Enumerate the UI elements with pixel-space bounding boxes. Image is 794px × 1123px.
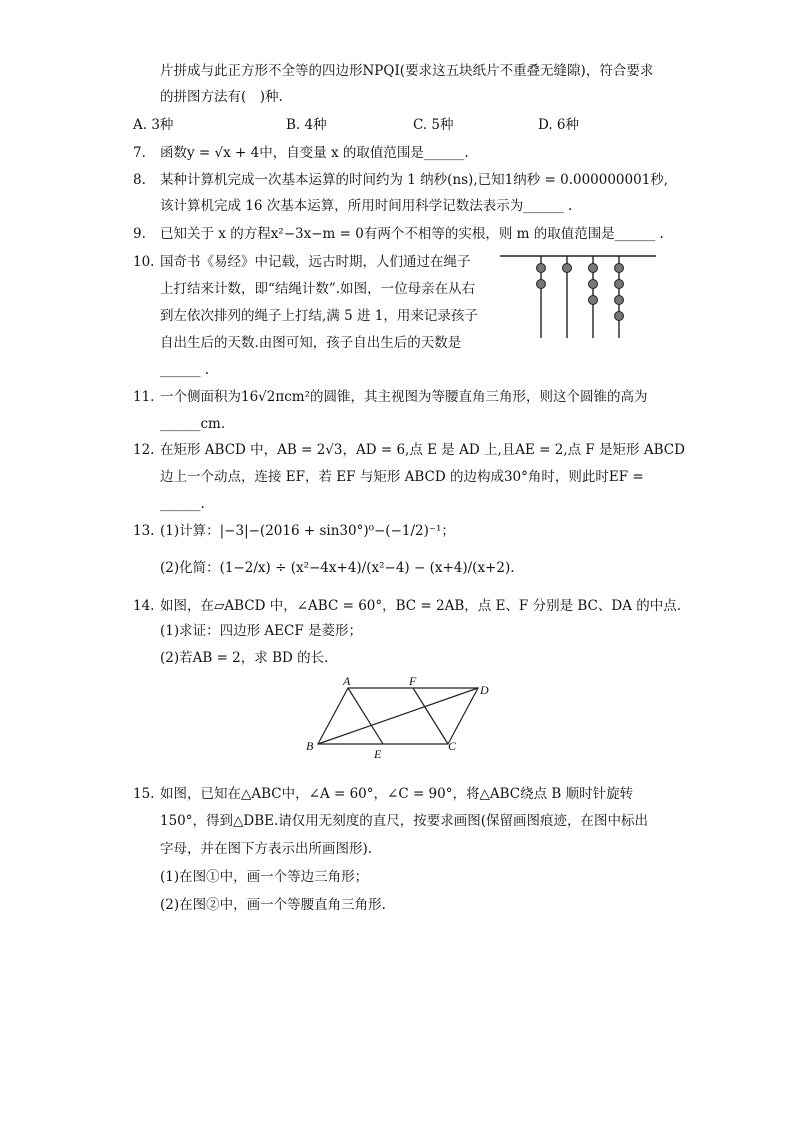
question-9-line: 已知关于 x 的方程x²−3x−m = 0有两个不相等的实根，则 m 的取值范围是______ . bbox=[160, 226, 664, 242]
prev-question-line-1: 片拼成与此正方形不全等的四边形NPQI(要求这五块纸片不重叠无缝隙)，符合要求 bbox=[160, 63, 654, 79]
question-13-line: (1)计算：|−3|−(2016 + sin30°)⁰−(−1/2)⁻¹； bbox=[160, 523, 455, 539]
knot bbox=[537, 264, 546, 273]
knot bbox=[589, 296, 598, 305]
label-a: A bbox=[343, 674, 351, 688]
diagonal-bd bbox=[318, 688, 478, 744]
knot bbox=[615, 296, 624, 305]
question-14-line: (2)若AB = 2，求 BD 的长. bbox=[160, 650, 329, 666]
segment-ae bbox=[348, 688, 383, 744]
question-14-line: (1)求证：四边形 AECF 是菱形； bbox=[160, 623, 363, 639]
question-8-line: 该计算机完成 16 次基本运算，所用时间用科学记数法表示为______ . bbox=[160, 198, 573, 214]
question-11-line: ______cm. bbox=[160, 416, 226, 432]
question-10-line: 上打结来计数，即“结绳计数”.如图，一位母亲在从右 bbox=[160, 281, 476, 297]
segment-fc bbox=[413, 688, 448, 744]
knot-rope-figure bbox=[496, 250, 660, 342]
knot bbox=[615, 264, 624, 273]
parallelogram-figure bbox=[298, 672, 498, 762]
label-d: D bbox=[480, 683, 489, 697]
question-number: 11. bbox=[133, 389, 155, 405]
question-number: 10. bbox=[133, 254, 155, 270]
question-number: 13. bbox=[133, 523, 155, 539]
question-number: 15. bbox=[133, 786, 155, 802]
question-15-line: 150°，得到△DBE.请仅用无刻度的直尺，按要求画图(保留画图痕迹，在图中标出 bbox=[160, 813, 649, 829]
question-12-line: 在矩形 ABCD 中，AB = 2√3，AD = 6,点 E 是 AD 上,且AE = 2,点 F 是矩形 ABCD bbox=[160, 442, 685, 458]
knot bbox=[615, 312, 624, 321]
option-b: B. 4种 bbox=[286, 117, 327, 133]
label-b: B bbox=[306, 739, 314, 753]
question-12-line: ______. bbox=[160, 496, 205, 512]
question-number: 9. bbox=[133, 226, 146, 242]
option-c: C. 5种 bbox=[413, 117, 454, 133]
question-number: 12. bbox=[133, 442, 155, 458]
question-13-line: (2)化简：(1−2/x) ÷ (x²−4x+4)/(x²−4) − (x+4)/(x+2). bbox=[160, 560, 515, 576]
option-a: A. 3种 bbox=[133, 117, 174, 133]
question-10-line: 自出生后的天数.由图可知，孩子自出生后的天数是 bbox=[160, 335, 462, 351]
question-15-line: (1)在图①中，画一个等边三角形； bbox=[160, 869, 369, 885]
knot bbox=[589, 280, 598, 289]
question-10-line: 国奇书《易经》中记载，远古时期，人们通过在绳子 bbox=[160, 254, 471, 270]
knot bbox=[537, 280, 546, 289]
question-15-line: 字母，并在图下方表示出所画图形). bbox=[160, 841, 373, 857]
question-12-line: 边上一个动点，连接 EF，若 EF 与矩形 ABCD 的边构成30°角时，则此时EF = bbox=[160, 469, 644, 485]
label-f: F bbox=[409, 674, 417, 688]
question-8-line: 某种计算机完成一次基本运算的时间约为 1 纳秒(ns),已知1纳秒 = 0.000000001秒, bbox=[160, 172, 669, 188]
label-e: E bbox=[374, 747, 382, 761]
question-15-line: 如图，已知在△ABC中，∠A = 60°，∠C = 90°，将△ABC绕点 B 顺时针旋转 bbox=[160, 786, 634, 802]
question-number: 7. bbox=[133, 145, 146, 161]
question-number: 8. bbox=[133, 172, 146, 188]
option-d: D. 6种 bbox=[538, 117, 580, 133]
question-14-line: 如图，在▱ABCD 中，∠ABC = 60°，BC = 2AB，点 E、F 分别是 BC、DA 的中点. bbox=[160, 598, 682, 614]
question-7-line: 函数y = √x + 4中，自变量 x 的取值范围是______. bbox=[160, 145, 469, 161]
question-11-line: 一个侧面积为16√2πcm²的圆锥，其主视图为等腰直角三角形，则这个圆锥的高为 bbox=[160, 389, 648, 405]
question-10-line: ______ . bbox=[160, 362, 210, 378]
question-15-line: (2)在图②中，画一个等腰直角三角形. bbox=[160, 897, 386, 913]
knot bbox=[589, 264, 598, 273]
label-c: C bbox=[448, 739, 457, 753]
question-10-line: 到左依次排列的绳子上打结,满 5 进 1，用来记录孩子 bbox=[160, 308, 478, 324]
question-number: 14. bbox=[133, 598, 155, 614]
knot bbox=[615, 280, 624, 289]
prev-question-line-2: 的拼图方法有( )种. bbox=[160, 89, 283, 105]
knot bbox=[563, 264, 572, 273]
